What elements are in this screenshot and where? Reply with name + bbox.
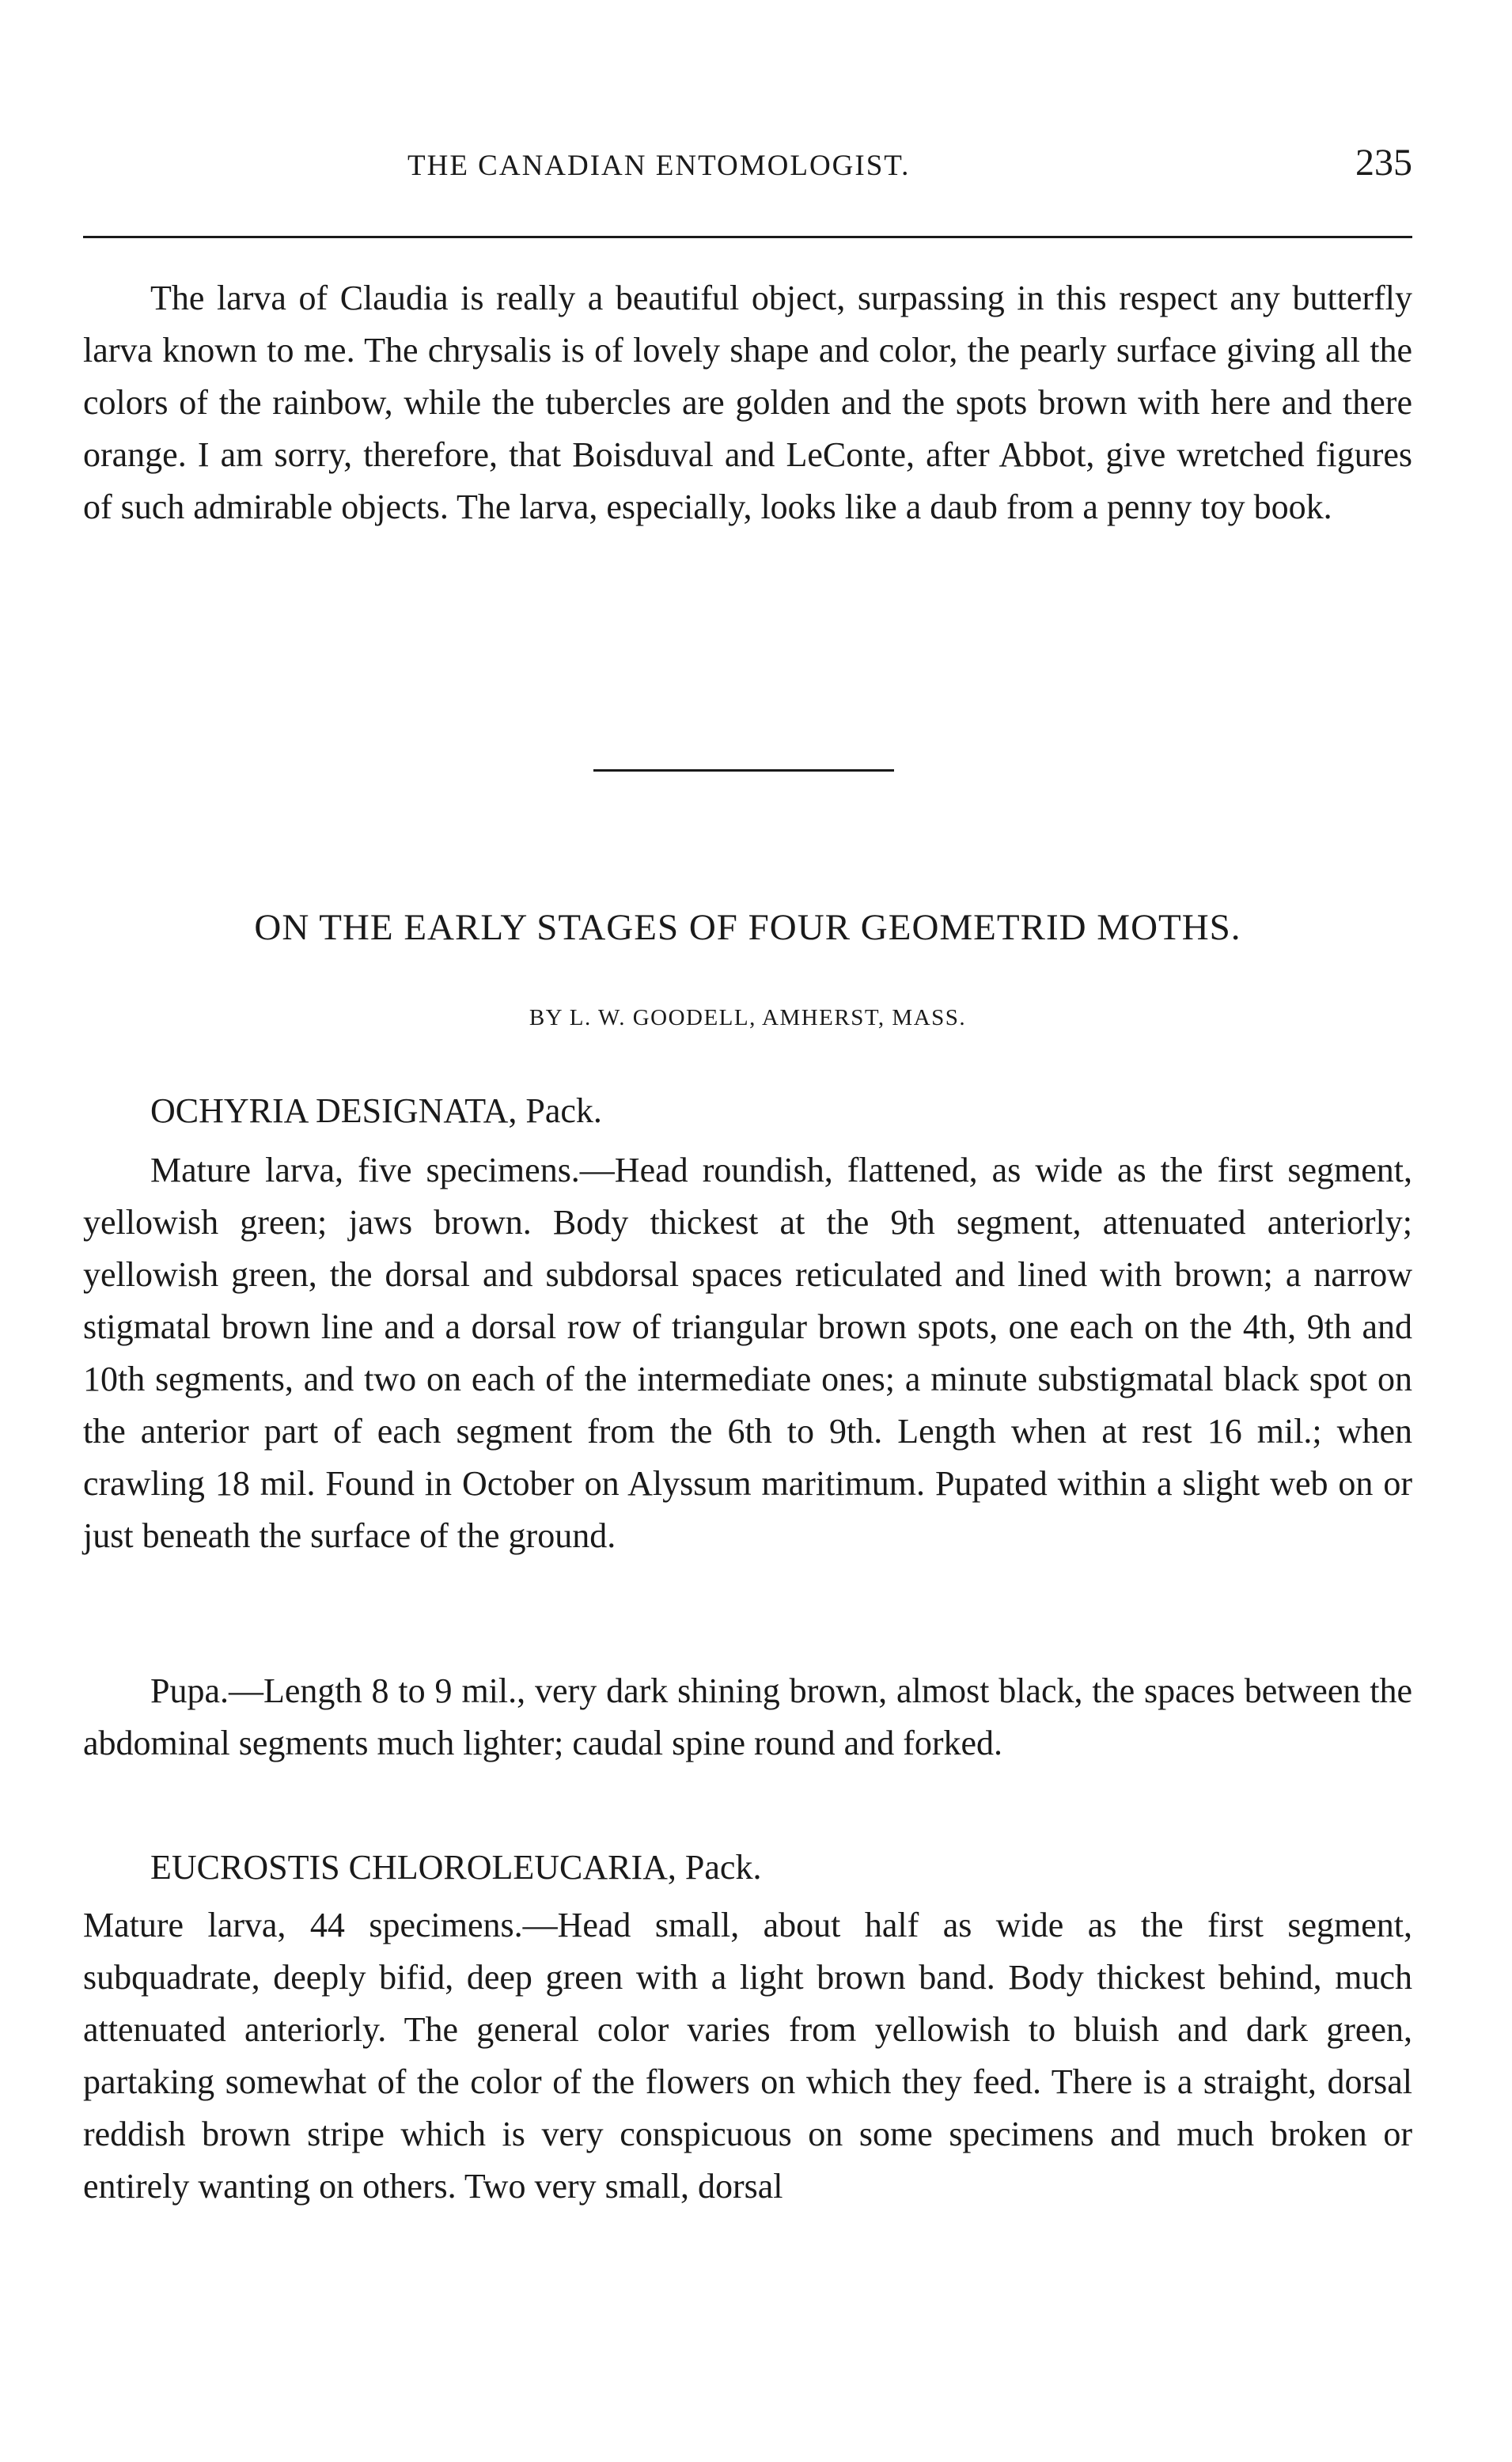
paragraph-ochyria-pupa: Pupa.—Length 8 to 9 mil., very dark shining brown, almost black, the spaces between the abdominal segments much lighter; caudal spine round and forked. <box>83 1671 1412 1762</box>
header-rule <box>83 236 1412 238</box>
species-heading-eucrostis: EUCROSTIS CHLOROLEUCARIA, Pack. <box>150 1848 762 1887</box>
paragraph-eucrostis-larva: Mature larva, 44 specimens.—Head small, about half as wide as the first segment, subquadrate, deeply bifid, deep green with a light brown band. Body thickest behind, much attenuated anteriorly. The general color varies from yellowish to bluish and dark green, partaking somewhat of the color of the flowers on which they feed. There is a straight, dorsal reddish brown stripe which is very conspicuous on some specimens and much broken or entirely wanting on others. Two very small, dorsal <box>83 1906 1412 2206</box>
species-heading-ochyria: OCHYRIA DESIGNATA, Pack. <box>150 1091 602 1130</box>
paragraph-ochyria-larva: Mature larva, five specimens.—Head roundish, flattened, as wide as the first segment, yellowish green; jaws brown. Body thickest at the 9th segment, attenuated anteriorly; yellowish green, the dorsal and subdorsal spaces reticulated and lined with brown; a narrow stigmatal brown line and a dorsal row of triangular brown spots, one each on the 4th, 9th and 10th segments, and two on each of the intermediate ones; a minute substigmatal black spot on the anterior part of each segment from the 6th to 9th. Length when at rest 16 mil.; when crawling 18 mil. Found in October on Alyssum maritimum. Pupated within a slight web on or just beneath the surface of the ground. <box>83 1151 1412 1555</box>
article-byline: BY L. W. GOODELL, AMHERST, MASS. <box>529 1005 967 1030</box>
running-title: THE CANADIAN ENTOMOLOGIST. <box>407 150 911 182</box>
paragraph-claudia-larva: The larva of Claudia is really a beautiful object, surpassing in this respect any butterfly larva known to me. The chrysalis is of lovely shape and color, the pearly surface giving all the colors of the rainbow, while the tubercles are golden and the spots brown with here and there orange. I am sorry, therefore, that Boisduval and LeConte, after Abbot, give wretched figures of such admirable objects. The larva, especially, looks like a daub from a penny toy book. <box>83 279 1412 526</box>
article-title: ON THE EARLY STAGES OF FOUR GEOMETRID MOTHS. <box>254 907 1241 948</box>
section-separator-rule <box>593 769 894 772</box>
running-head <box>83 141 1412 196</box>
page-number: 235 <box>1355 142 1412 184</box>
